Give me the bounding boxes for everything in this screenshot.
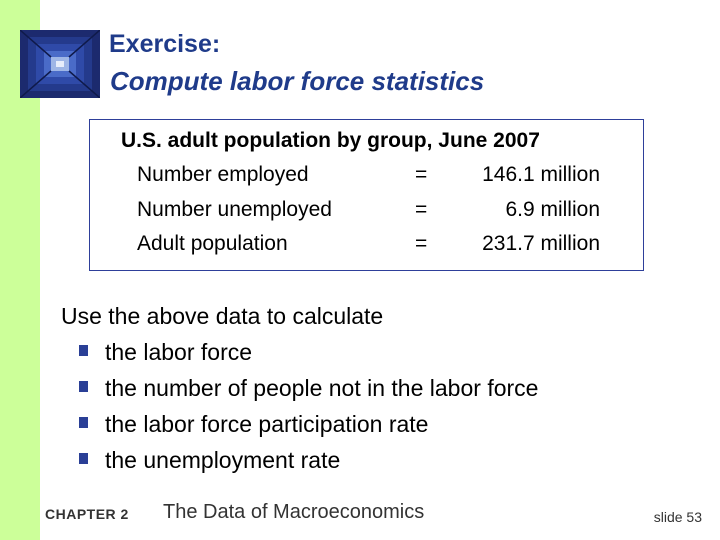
data-row-value: 146.1 million [482,163,600,186]
tunnel-logo-icon [20,30,100,98]
list-item-text: the number of people not in the labor force [105,375,539,401]
data-row-value: 231.7 million [482,232,600,255]
instructions-intro: Use the above data to calculate [61,303,384,329]
data-row-equals: = [415,198,428,221]
data-row-unemployed [90,198,643,224]
data-row-value: 6.9 million [505,198,600,221]
data-row-adult-population [90,232,643,258]
data-box-title: U.S. adult population by group, June 2007 [121,129,540,152]
bullet-square-icon [79,417,88,428]
footer-chapter: CHAPTER 2 [45,506,129,522]
data-row-label: Adult population [137,232,288,255]
data-row-label: Number employed [137,163,309,186]
data-row-equals: = [415,232,428,255]
bullet-square-icon [79,453,88,464]
bullet-square-icon [79,345,88,356]
footer-book-title: The Data of Macroeconomics [163,501,425,523]
data-row-label: Number unemployed [137,198,332,221]
bullet-square-icon [79,381,88,392]
data-row-equals: = [415,163,428,186]
slide-subtitle: Compute labor force statistics [110,66,485,96]
slide-title: Exercise: [109,30,221,58]
list-item-text: the labor force participation rate [105,411,429,437]
list-item-text: the labor force [105,339,253,365]
data-row-employed [90,163,643,189]
list-item-text: the unemployment rate [105,447,341,473]
data-box [89,119,644,271]
footer-slide-number: slide 53 [653,509,702,525]
